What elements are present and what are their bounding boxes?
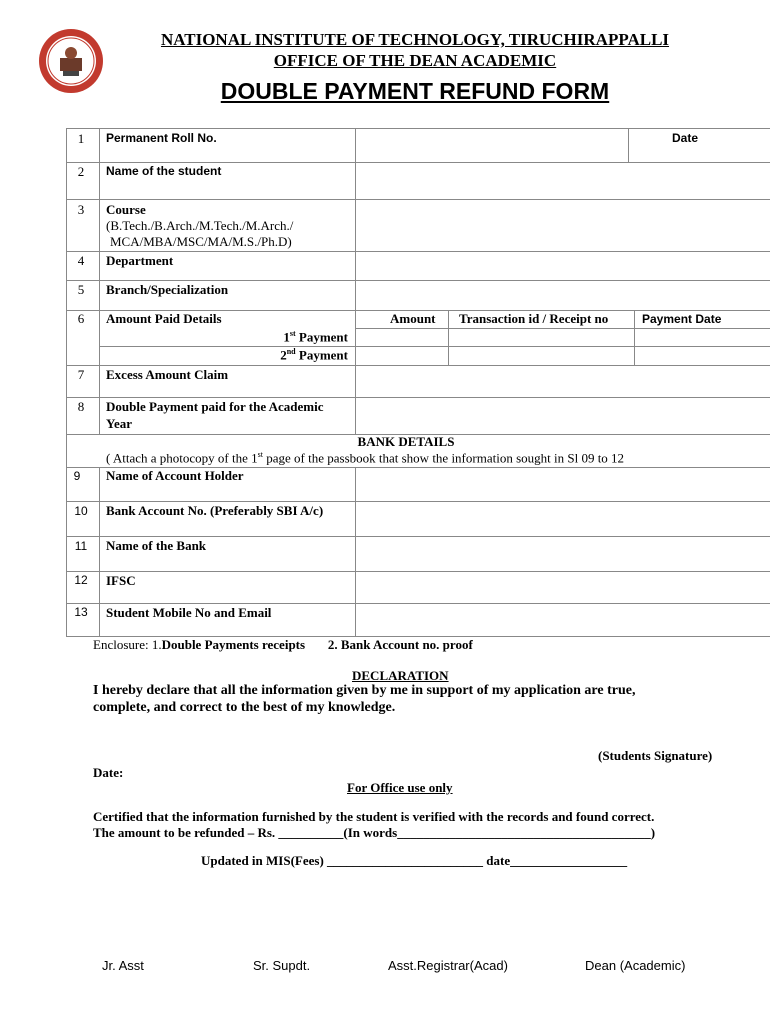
mis-update-line: Updated in MIS(Fees) ________________________ date__________________	[201, 853, 628, 868]
row-number: 12	[74, 573, 88, 587]
bank-name-field[interactable]	[356, 537, 770, 570]
student-name-field[interactable]	[356, 163, 770, 198]
row-number: 9	[73, 469, 81, 483]
roll-no-field[interactable]	[356, 129, 627, 161]
declaration-text-line2: complete, and correct to the best of my knowledge.	[93, 700, 396, 715]
excess-amount-field[interactable]	[356, 366, 770, 396]
declaration-date-label: Date:	[93, 765, 124, 780]
institute-name: NATIONAL INSTITUTE OF TECHNOLOGY, TIRUCHIRAPPALLI	[160, 30, 670, 49]
row-number: 8	[77, 399, 85, 414]
course-options-line2: MCA/MBA/MSC/MA/M.S./Ph.D)	[110, 234, 292, 249]
bank-details-note: ( Attach a photocopy of the 1st page of the passbook that show the information sought in Sl 09 to 12	[106, 450, 625, 466]
row-number: 1	[77, 131, 85, 146]
row-number: 11	[74, 539, 88, 553]
course-options-line1: (B.Tech./B.Arch./M.Tech./M.Arch./	[106, 218, 294, 233]
student-name-label: Name of the student	[106, 164, 222, 178]
office-certified-line: Certified that the information furnished by the student is verified with the records and found correct.	[93, 809, 655, 824]
ifsc-label: IFSC	[106, 573, 136, 588]
department-field[interactable]	[356, 252, 770, 279]
office-use-heading: For Office use only	[347, 780, 453, 795]
account-no-label: Bank Account No. (Preferably SBI A/c)	[106, 503, 324, 518]
signatory-dean: Dean (Academic)	[585, 958, 686, 973]
roll-no-label: Permanent Roll No.	[106, 131, 217, 145]
row-number: 6	[77, 311, 85, 326]
row-number: 10	[74, 504, 88, 518]
ifsc-field[interactable]	[356, 572, 770, 602]
first-payment-amount-field[interactable]	[356, 329, 447, 346]
course-field[interactable]	[356, 200, 770, 250]
second-payment-label: 2nd Payment	[280, 347, 348, 363]
account-no-field[interactable]	[356, 502, 770, 535]
course-label: Course	[106, 202, 146, 217]
office-name: OFFICE OF THE DEAN ACADEMIC	[273, 51, 557, 70]
first-payment-date-field[interactable]	[635, 329, 770, 346]
academic-year-field[interactable]	[356, 398, 770, 433]
first-payment-txn-field[interactable]	[449, 329, 633, 346]
transaction-header: Transaction id / Receipt no	[459, 311, 609, 326]
second-payment-txn-field[interactable]	[449, 347, 633, 364]
second-payment-amount-field[interactable]	[356, 347, 447, 364]
mobile-email-label: Student Mobile No and Email	[106, 605, 272, 620]
row-number: 2	[77, 164, 85, 179]
payment-date-header: Payment Date	[642, 312, 722, 326]
branch-label: Branch/Specialization	[106, 282, 229, 297]
signatory-asst-registrar: Asst.Registrar(Acad)	[388, 958, 508, 973]
row-number: 3	[77, 202, 85, 217]
mobile-email-field[interactable]	[356, 604, 770, 635]
amount-paid-label: Amount Paid Details	[106, 311, 222, 326]
date-field[interactable]	[629, 148, 770, 161]
account-holder-label: Name of Account Holder	[106, 468, 244, 483]
signatory-jr-asst: Jr. Asst	[102, 958, 144, 973]
academic-year-label: Double Payment paid for the Academic	[106, 399, 324, 414]
branch-field[interactable]	[356, 281, 770, 309]
row-number: 7	[77, 367, 85, 382]
enclosure-line: Enclosure: 1.Double Payments receipts 2. Bank Account no. proof	[93, 637, 473, 652]
second-payment-date-field[interactable]	[635, 347, 770, 364]
account-holder-field[interactable]	[356, 468, 770, 500]
declaration-text-line1: I hereby declare that all the information given by me in support of my application are true,	[93, 683, 636, 698]
bank-name-label: Name of the Bank	[106, 538, 207, 553]
declaration-heading: DECLARATION	[352, 668, 449, 683]
department-label: Department	[106, 253, 174, 268]
row-number: 13	[74, 605, 88, 619]
row-number: 5	[77, 282, 85, 297]
row-number: 4	[77, 253, 85, 268]
form-title: DOUBLE PAYMENT REFUND FORM	[220, 78, 610, 104]
amount-header: Amount	[390, 311, 436, 326]
signatory-sr-supdt: Sr. Supdt.	[253, 958, 311, 973]
academic-year-label-cont: Year	[106, 416, 132, 431]
bank-details-heading: BANK DETAILS	[357, 434, 455, 449]
student-signature-label: (Students Signature)	[598, 748, 713, 763]
refund-amount-line: The amount to be refunded – Rs. __________(In words_______________________________________)	[93, 825, 656, 840]
excess-amount-label: Excess Amount Claim	[106, 367, 229, 382]
first-payment-label: 1st Payment	[283, 329, 348, 345]
date-label: Date	[672, 131, 699, 145]
